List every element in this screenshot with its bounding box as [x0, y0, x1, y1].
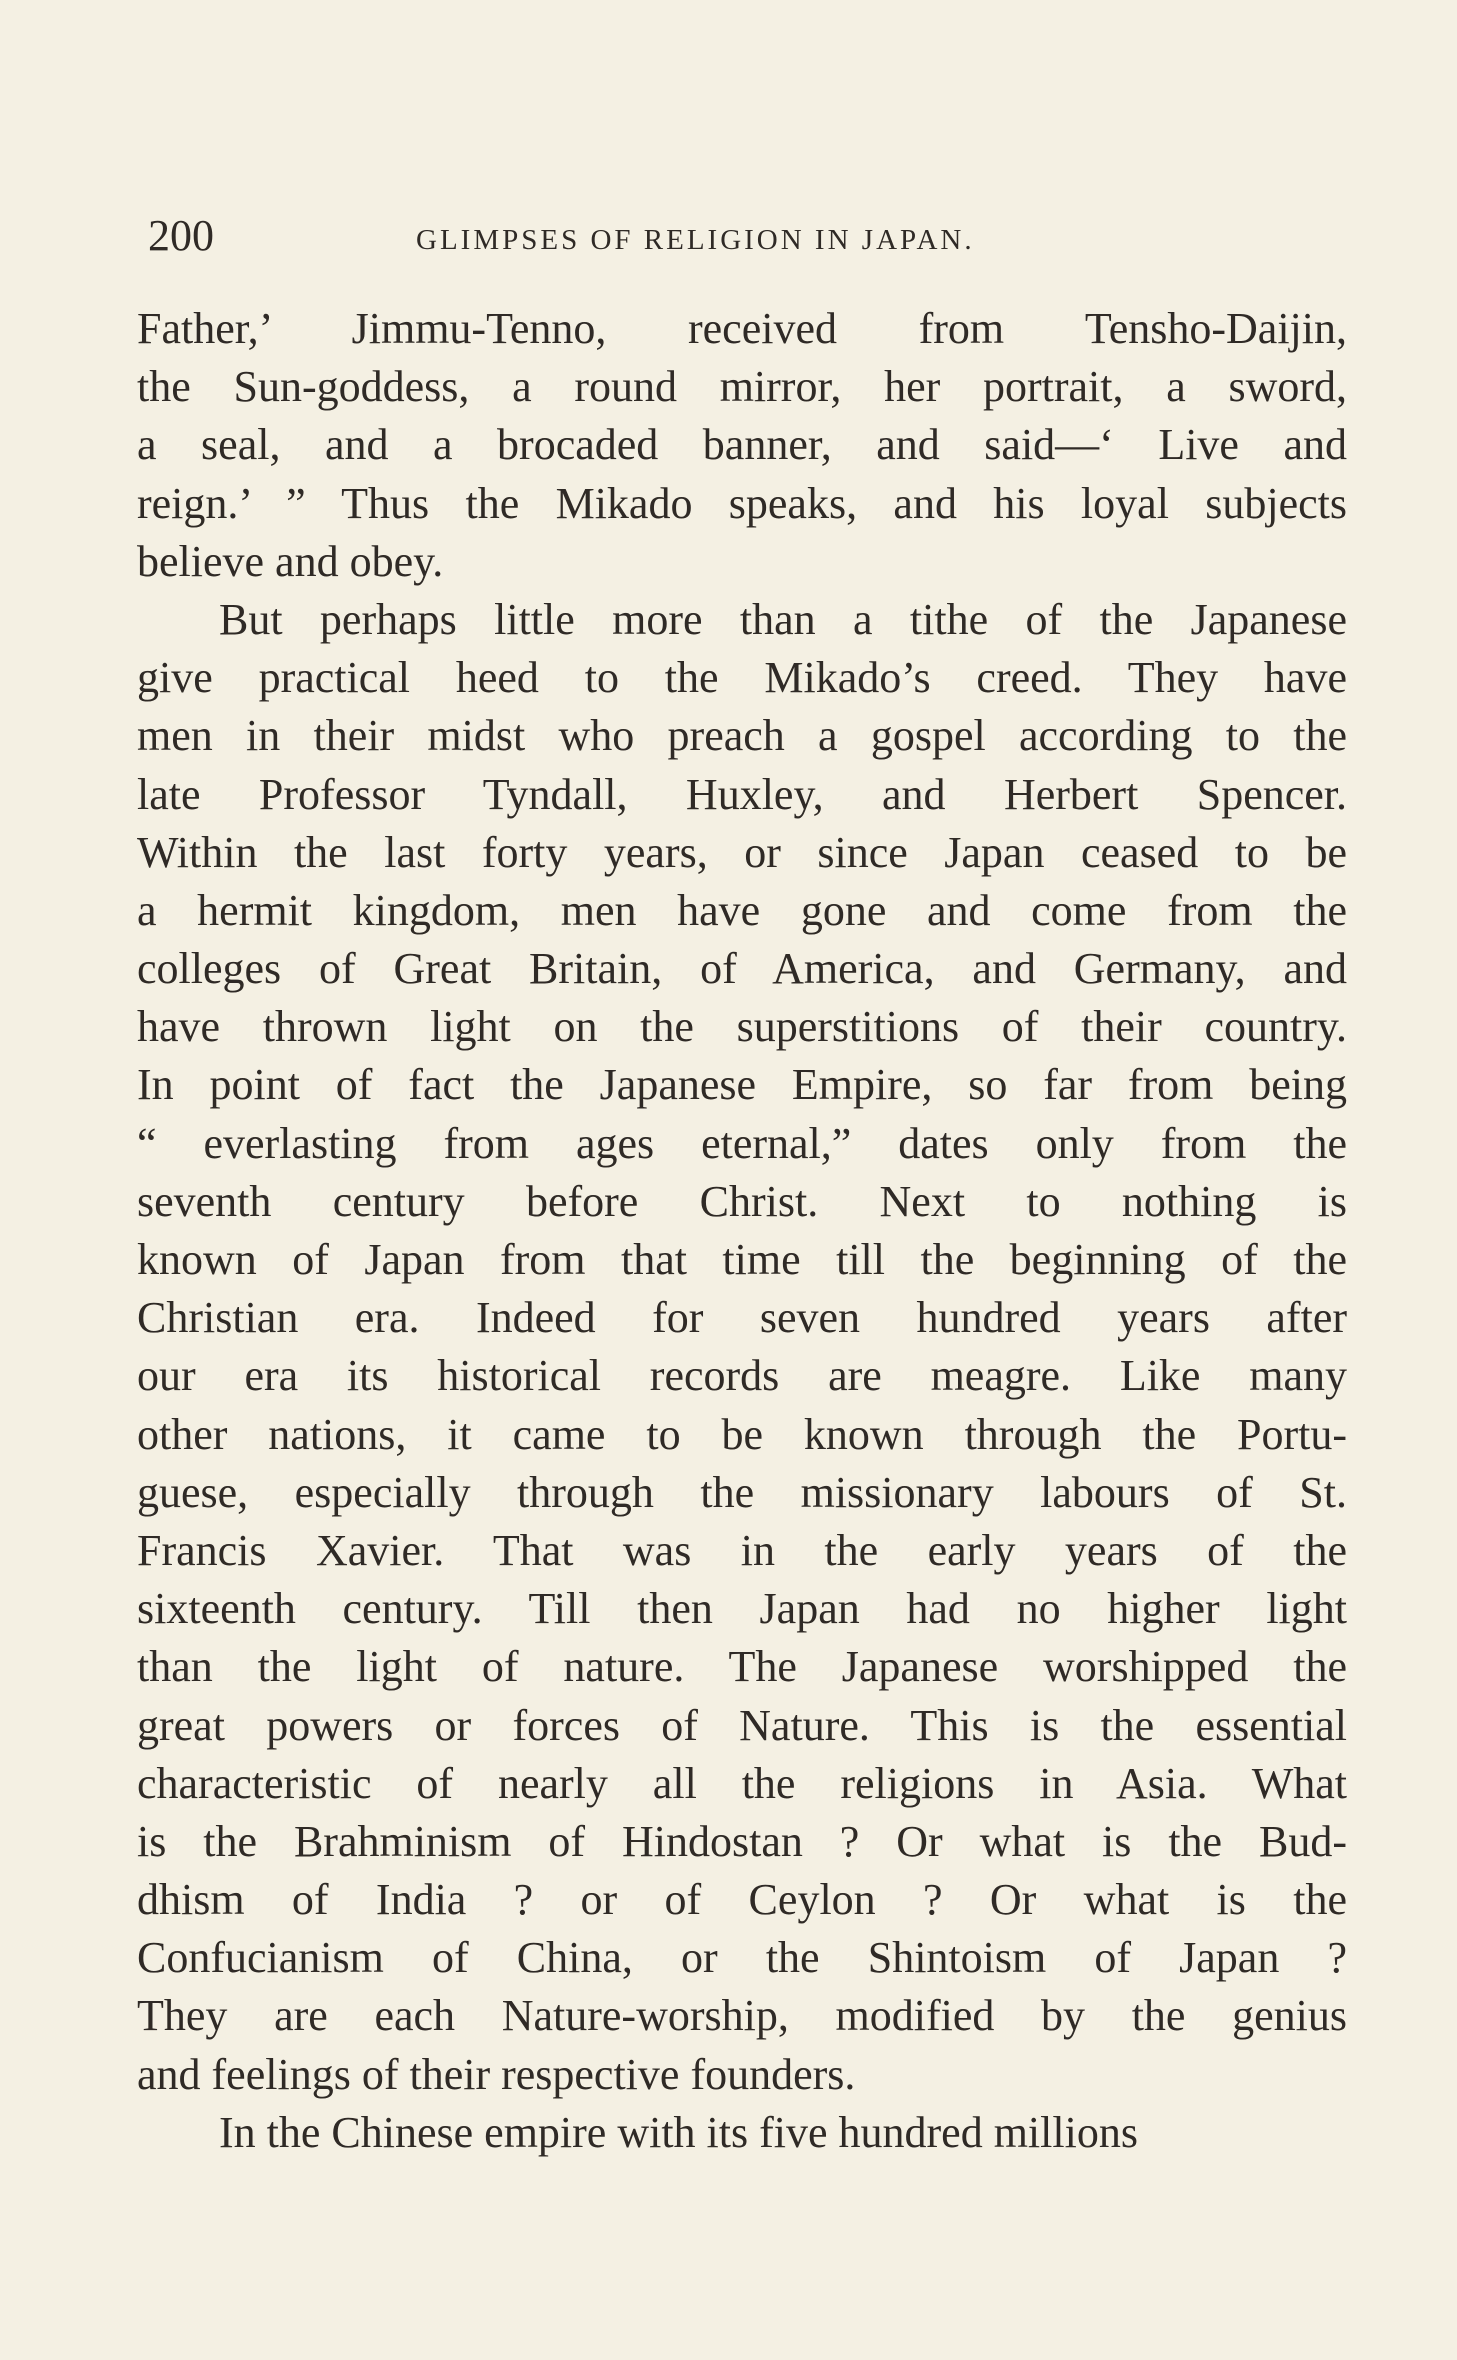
text-line: other nations, it came to be known through the Portu- — [137, 1409, 1347, 1459]
text-line: men in their midst who preach a gospel according to the — [137, 711, 1347, 761]
text-line: Confucianism of China, or the Shintoism of Japan ? — [137, 1933, 1347, 1983]
text-line: a seal, and a brocaded banner, and said—‘ Live and — [137, 420, 1347, 470]
text-line: a hermit kingdom, men have gone and come from the — [137, 885, 1347, 935]
text-line: In point of fact the Japanese Empire, so far from being — [137, 1060, 1347, 1110]
text-line: late Professor Tyndall, Huxley, and Herbert Spencer. — [137, 769, 1347, 819]
text-line: give practical heed to the Mikado’s creed. They have — [137, 653, 1347, 703]
text-line: characteristic of nearly all the religions in Asia. What — [137, 1758, 1347, 1808]
text-line: great powers or forces of Nature. This is the essential — [137, 1700, 1347, 1750]
body-text — [137, 300, 1347, 2162]
text-line: and feelings of their respective founders. — [137, 2049, 856, 2099]
text-line: believe and obey. — [137, 536, 444, 586]
text-line: Christian era. Indeed for seven hundred years after — [137, 1293, 1347, 1343]
text-line: Within the last forty years, or since Japan ceased to be — [137, 827, 1347, 877]
text-line: our era its historical records are meagre. Like many — [137, 1351, 1347, 1401]
paragraph-start-line: But perhaps little more than a tithe of the Japanese — [219, 594, 1347, 644]
text-line: have thrown light on the superstitions of their country. — [137, 1002, 1347, 1052]
page-number: 200 — [148, 211, 214, 260]
text-line: Francis Xavier. That was in the early years of the — [137, 1525, 1347, 1575]
text-line: than the light of nature. The Japanese worshipped the — [137, 1642, 1347, 1692]
running-title: GLIMPSES OF RELIGION IN JAPAN. — [416, 224, 975, 256]
text-line: seventh century before Christ. Next to nothing is — [137, 1176, 1347, 1226]
text-line: known of Japan from that time till the beginning of the — [137, 1235, 1347, 1284]
text-line: “ everlasting from ages eternal,” dates only from the — [137, 1118, 1347, 1168]
text-line: reign.’ ” Thus the Mikado speaks, and his loyal subjects — [137, 478, 1347, 528]
text-line: Father,’ Jimmu-Tenno, received from Tensho-Daijin, — [137, 304, 1347, 353]
text-line: the Sun-goddess, a round mirror, her portrait, a sword, — [137, 362, 1347, 412]
page-header — [148, 210, 1348, 270]
paragraph-start-line: In the Chinese empire with its five hundred millions — [219, 2107, 1138, 2157]
text-line: is the Brahminism of Hindostan ? Or what is the Bud- — [137, 1816, 1347, 1866]
text-line: colleges of Great Britain, of America, and Germany, and — [137, 944, 1347, 994]
text-line: guese, especially through the missionary labours of St. — [137, 1467, 1347, 1517]
text-line: sixteenth century. Till then Japan had no higher light — [137, 1584, 1347, 1634]
text-line: dhism of India ? or of Ceylon ? Or what is the — [137, 1875, 1347, 1925]
text-line: They are each Nature-worship, modified by the genius — [137, 1991, 1347, 2041]
